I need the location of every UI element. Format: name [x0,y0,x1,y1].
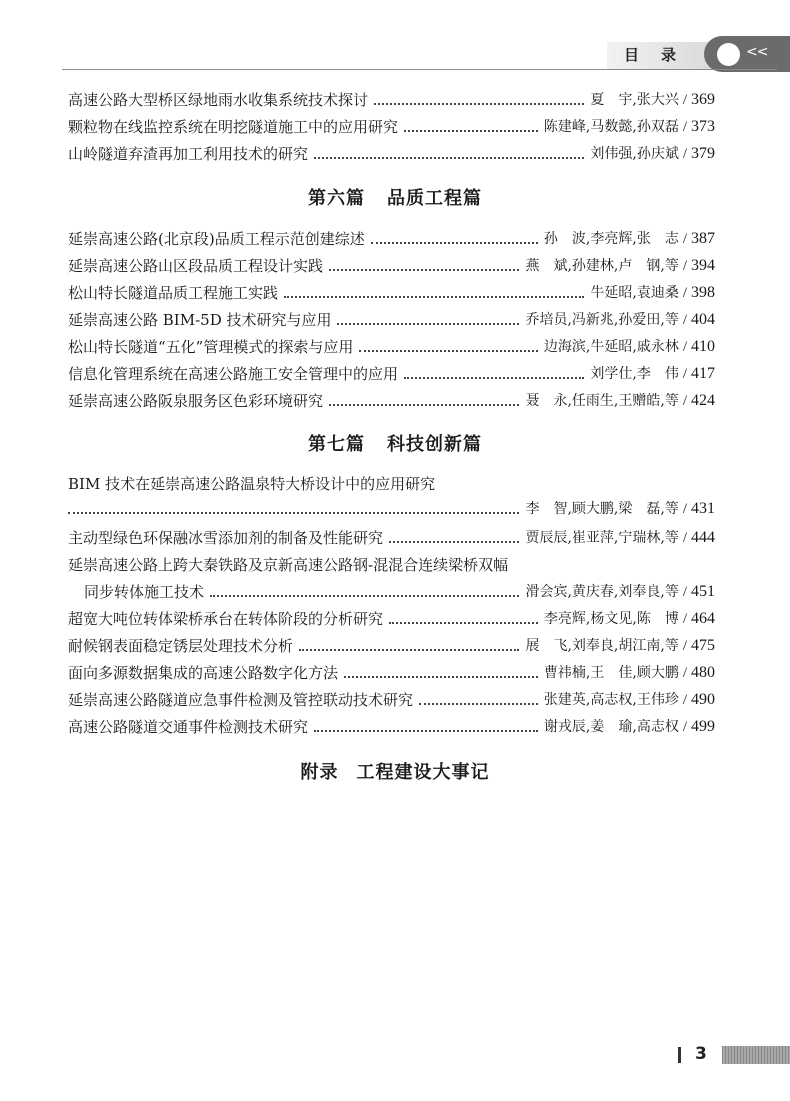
entry-page: 404 [691,311,715,328]
toc-entry: 松山特长隧道“五化”管理模式的探索与应用 边海滨,牛延昭,戚永林 / 410 [68,338,715,356]
toc-entry: 李 智,顾大鹏,梁 磊,等 / 431 [68,495,715,519]
leader-dots [284,296,584,298]
entry-page: 499 [691,718,715,735]
entry-page: 431 [691,500,715,517]
entry-page: 464 [691,610,715,627]
section-name: 科技创新篇 [387,434,482,455]
circle-icon [717,43,740,66]
entry-title: 颗粒物在线监控系统在明挖隧道施工中的应用研究 [68,118,399,136]
entry-title: 高速公路大型桥区绿地雨水收集系统技术探讨 [68,91,369,109]
leader-dots [389,541,519,543]
entry-authors: 乔培员,冯新兆,孙爱田,等 [525,312,679,328]
toc-entry: 面向多源数据集成的高速公路数字化方法 曹祎楠,王 佳,顾大鹏 / 480 [68,664,715,682]
entry-page: 369 [691,91,715,108]
toc-entry: 信息化管理系统在高速公路施工安全管理中的应用 刘学仕,李 伟 / 417 [68,365,715,383]
entry-title: 延崇高速公路 BIM-5D 技术研究与应用 [68,311,332,329]
entry-authors: 曹祎楠,王 佳,顾大鹏 [543,665,679,681]
entry-title: 超宽大吨位转体梁桥承台在转体阶段的分析研究 [68,610,384,628]
leader-dots [299,649,519,651]
entry-authors: 刘伟强,孙庆斌 [590,146,679,162]
entry-authors: 滑会宾,黄庆春,刘奉良,等 [525,584,679,600]
entry-page: 394 [691,257,715,274]
entry-title: 延崇高速公路上跨大秦铁路及京新高速公路钢-混混合连续梁桥双幅 [68,556,509,574]
entry-authors: 牛延昭,袁迪桑 [590,285,679,301]
entry-page: 475 [691,637,715,654]
toc-entry: 松山特长隧道品质工程施工实践 牛延昭,袁迪桑 / 398 [68,284,715,302]
footer-band [722,1046,790,1064]
toc-entry: 同步转体施工技术 滑会宾,黄庆春,刘奉良,等 / 451 [84,583,715,601]
leader-dots [371,242,538,244]
entry-title: 山岭隧道弃渣再加工利用技术的研究 [68,145,309,163]
entry-authors: 贾辰辰,崔亚萍,宁瑞林,等 [525,530,679,546]
entry-title: 延崇高速公路隧道应急事件检测及管控联动技术研究 [68,691,414,709]
toc-entry: 颗粒物在线监控系统在明挖隧道施工中的应用研究 陈建峰,马数懿,孙双磊 / 373 [68,118,715,136]
section-part: 第七篇 [308,434,365,455]
appendix-heading [0,758,790,784]
leader-dots [329,404,519,406]
leader-dots [374,103,584,105]
leader-dots [344,676,538,678]
entry-page: 417 [691,365,715,382]
toc-entry: 延崇高速公路隧道应急事件检测及管控联动技术研究 张建英,高志权,王伟珍 / 490 [68,691,715,709]
entry-title: 高速公路隧道交通事件检测技术研究 [68,718,309,736]
entry-title: BIM 技术在延崇高速公路温泉特大桥设计中的应用研究 [68,475,436,493]
header-rule [62,69,777,70]
toc-entry: 延崇高速公路 BIM-5D 技术研究与应用 乔培员,冯新兆,孙爱田,等 / 404 [68,311,715,329]
entry-authors: 聂 永,任雨生,王赠皓,等 [525,393,679,409]
leader-dots [404,130,538,132]
appendix-name: 工程建设大事记 [356,762,490,783]
section-heading [0,184,790,210]
entry-title-continued: 同步转体施工技术 [84,583,205,601]
leader-dots [359,350,538,352]
entry-page: 424 [691,392,715,409]
entry-page: 398 [691,284,715,301]
toc-entry: 延崇高速公路阪泉服务区色彩环境研究 聂 永,任雨生,王赠皓,等 / 424 [68,392,715,410]
section-name: 品质工程篇 [387,188,482,209]
entry-authors: 展 飞,刘奉良,胡江南,等 [525,638,679,654]
leader-dots [329,269,519,271]
header-title: 目录 [624,46,699,64]
entry-page: 444 [691,529,715,546]
entry-title: 信息化管理系统在高速公路施工安全管理中的应用 [68,365,399,383]
entry-title: 延崇高速公路阪泉服务区色彩环境研究 [68,392,324,410]
appendix-part: 附录 [300,762,339,783]
entry-authors: 李亮辉,杨文见,陈 博 [543,611,679,627]
toc-entry: 延崇高速公路山区段品质工程设计实践 燕 斌,孙建林,卢 钢,等 / 394 [68,257,715,275]
entry-title: 延崇高速公路(北京段)品质工程示范创建综述 [68,230,365,248]
entry-authors: 刘学仕,李 伟 [590,366,679,382]
toc-entry: 延崇高速公路(北京段)品质工程示范创建综述 孙 波,李亮辉,张 志 / 387 [68,230,715,248]
entry-title: 松山特长隧道品质工程施工实践 [68,284,279,302]
double-chevron-left-icon: << [746,44,768,60]
toc-entry: 主动型绿色环保融冰雪添加剂的制备及性能研究 贾辰辰,崔亚萍,宁瑞林,等 / 444 [68,529,715,547]
leader-dots [210,595,519,597]
toc-entry: 高速公路大型桥区绿地雨水收集系统技术探讨 夏 宇,张大兴 / 369 [68,91,715,109]
entry-title: 耐候钢表面稳定锈层处理技术分析 [68,637,294,655]
toc-entry: 超宽大吨位转体梁桥承台在转体阶段的分析研究 李亮辉,杨文见,陈 博 / 464 [68,610,715,628]
leader-dots [404,377,584,379]
running-header [0,0,790,70]
leader-dots [314,730,538,732]
entry-authors: 边海滨,牛延昭,戚永林 [543,339,679,355]
section-part: 第六篇 [308,188,365,209]
leader-dots [419,703,538,705]
entry-authors: 燕 斌,孙建林,卢 钢,等 [525,258,679,274]
entry-page: 379 [691,145,715,162]
entry-page: 387 [691,230,715,247]
entry-authors: 孙 波,李亮辉,张 志 [543,231,679,247]
entry-authors: 谢戎辰,姜 瑜,高志权 [543,719,679,735]
entry-authors: 夏 宇,张大兴 [590,92,679,108]
entry-authors: 陈建峰,马数懿,孙双磊 [543,119,679,135]
entry-title: 延崇高速公路山区段品质工程设计实践 [68,257,324,275]
section-heading [0,430,790,456]
entry-page: 490 [691,691,715,708]
entry-page: 480 [691,664,715,681]
entry-page: 373 [691,118,715,135]
entry-page: 451 [691,583,715,600]
entry-title: 主动型绿色环保融冰雪添加剂的制备及性能研究 [68,529,384,547]
entry-authors: 李 智,顾大鹏,梁 磊,等 [525,501,679,517]
leader-dots [389,622,538,624]
leader-dots [337,323,519,325]
leader-dots [314,157,584,159]
entry-page: 410 [691,338,715,355]
toc-entry-title-line [68,470,715,494]
page-number: 3 [695,1044,707,1064]
footer-bar [678,1047,681,1063]
entry-title: 松山特长隧道“五化”管理模式的探索与应用 [68,338,354,356]
entry-title: 面向多源数据集成的高速公路数字化方法 [68,664,339,682]
toc-entry-title-line [68,551,715,575]
toc-entry: 高速公路隧道交通事件检测技术研究 谢戎辰,姜 瑜,高志权 / 499 [68,718,715,736]
leader-dots [68,512,519,514]
toc-entry: 耐候钢表面稳定锈层处理技术分析 展 飞,刘奉良,胡江南,等 / 475 [68,637,715,655]
toc-entry: 山岭隧道弃渣再加工利用技术的研究 刘伟强,孙庆斌 / 379 [68,145,715,163]
entry-authors: 张建英,高志权,王伟珍 [543,692,679,708]
